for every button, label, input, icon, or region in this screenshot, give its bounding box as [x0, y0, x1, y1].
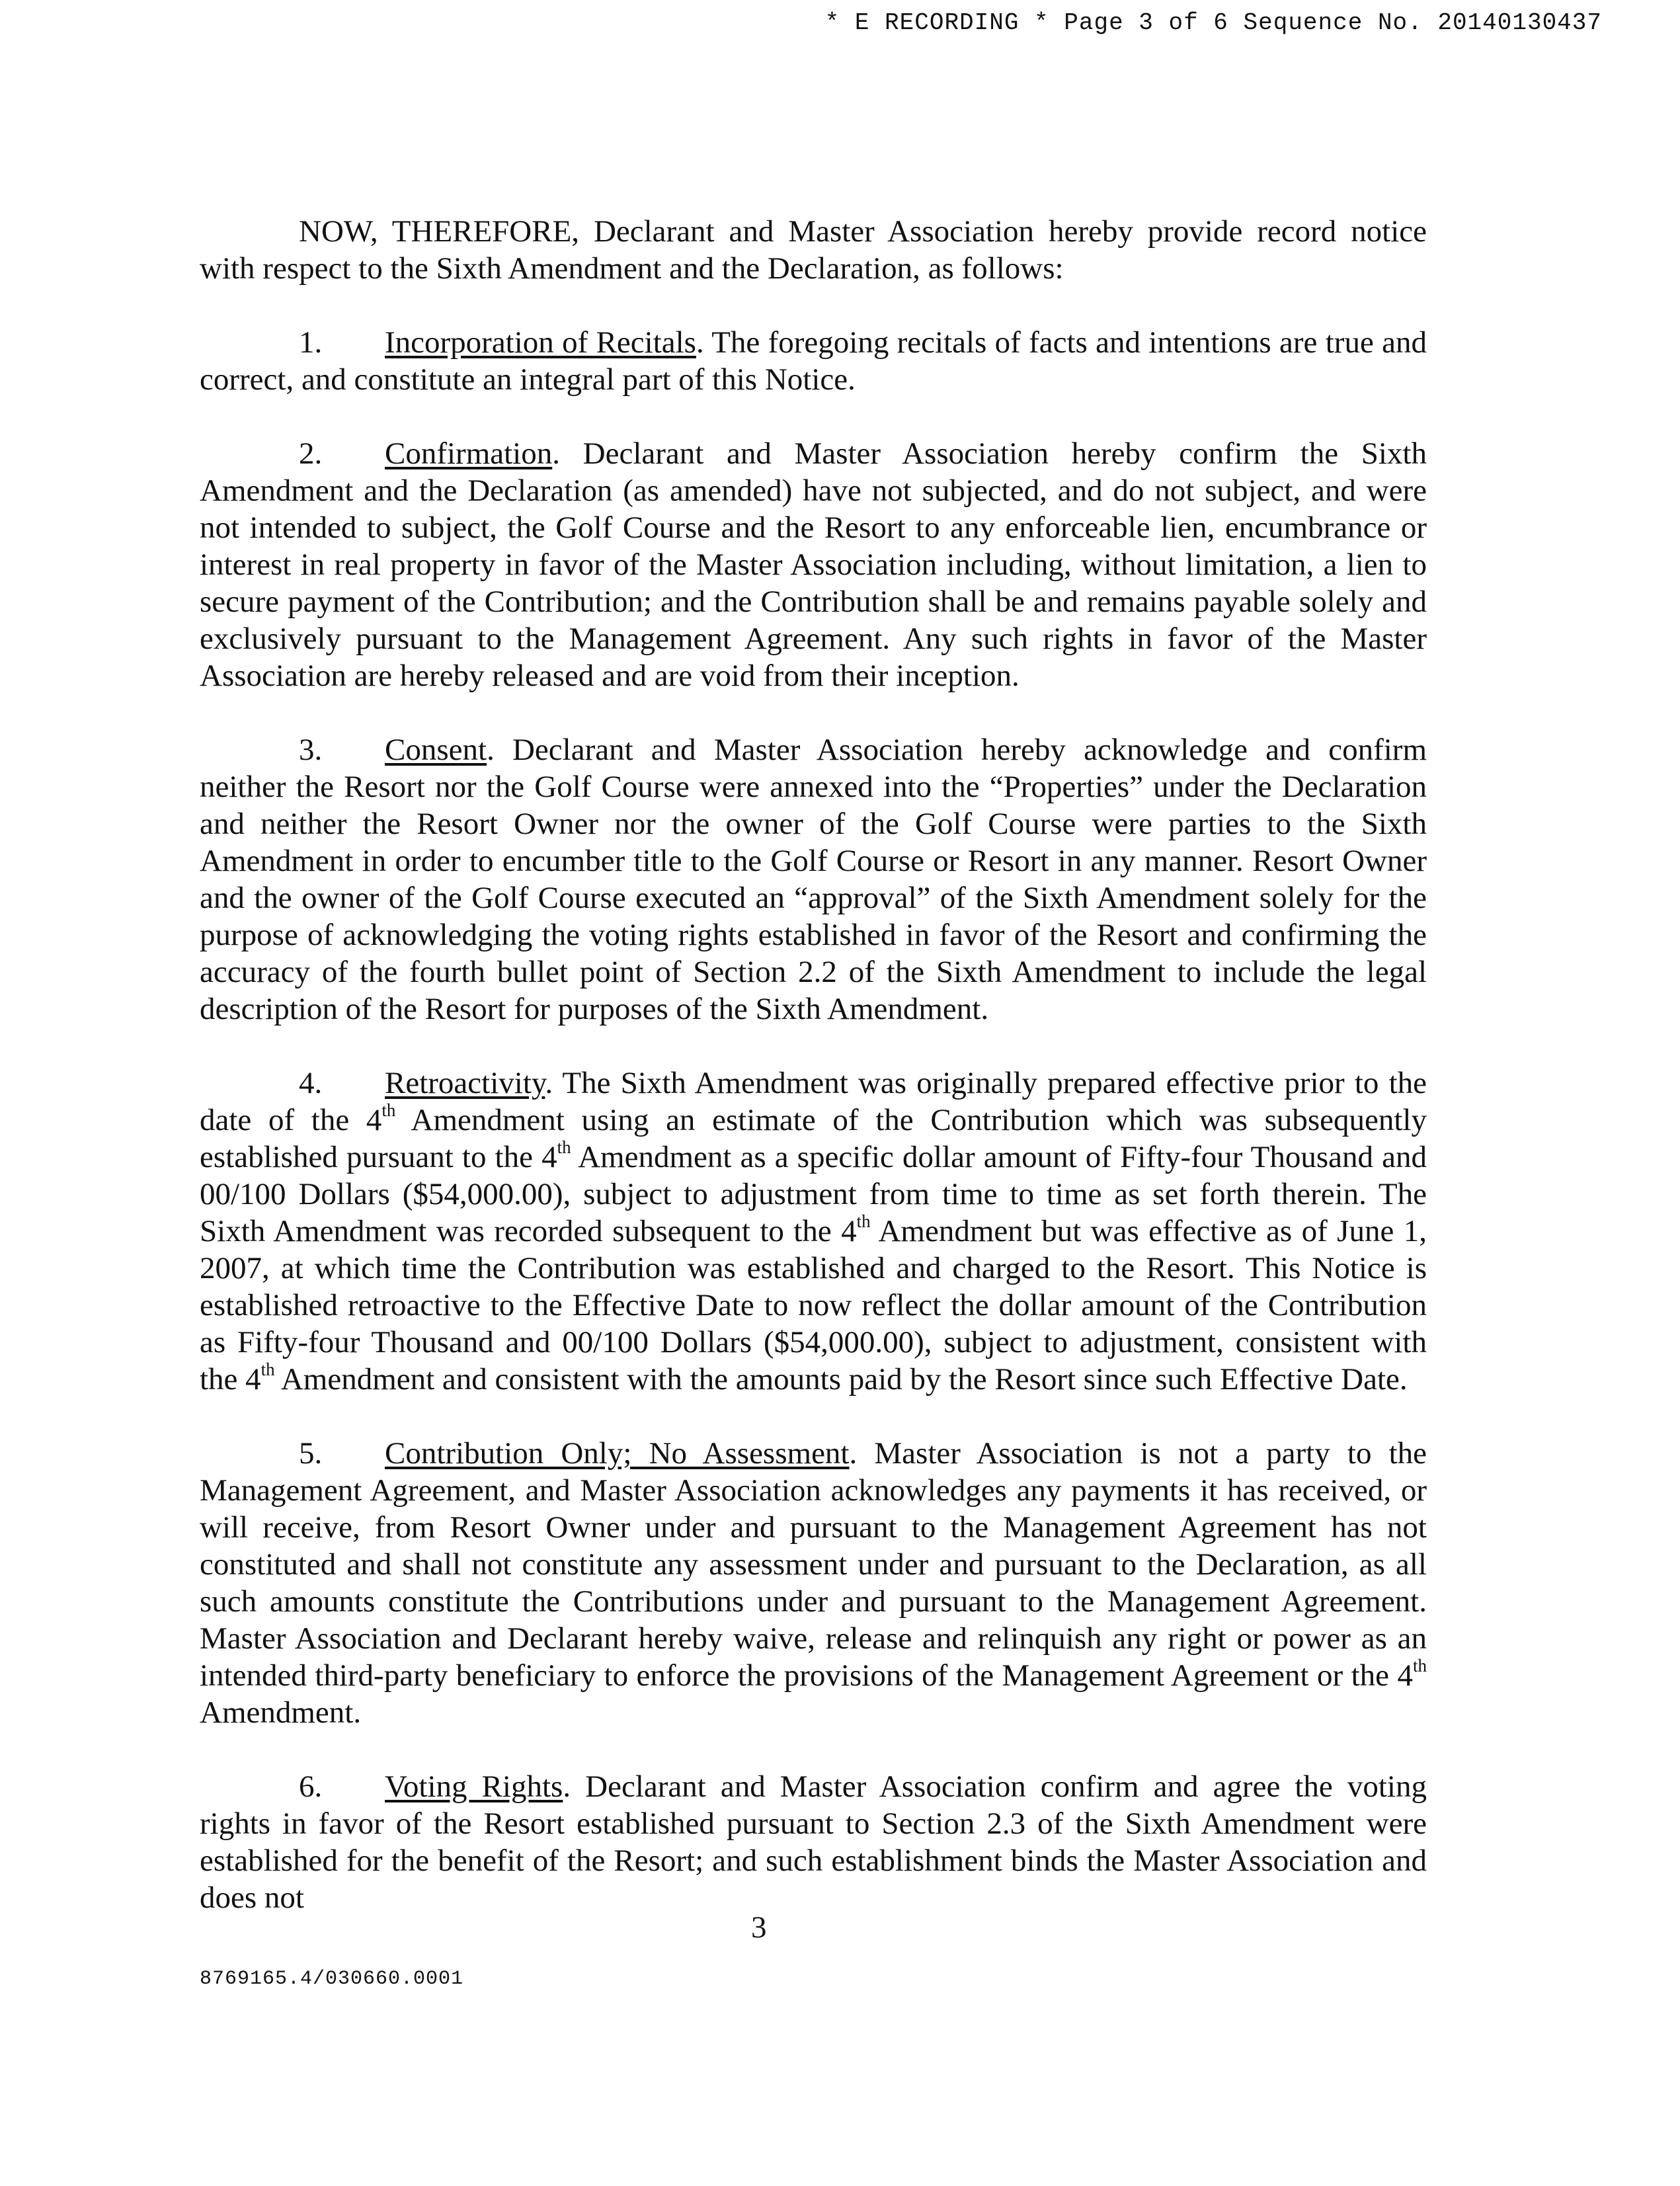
intro-paragraph: NOW, THEREFORE, Declarant and Master Association hereby provide record notice with respect to the Sixth Amendment and the Declaration, as follows: [200, 214, 1427, 286]
paragraph [200, 731, 1427, 1028]
document-body [200, 213, 1427, 1916]
paragraph [200, 1435, 1427, 1731]
section-consent [200, 731, 1427, 1028]
paragraph [200, 435, 1427, 694]
section-heading: Incorporation of Recitals [385, 325, 696, 360]
section-text: . Declarant and Master Association hereby confirm the Sixth Amendment and the Declaration (as amended) have not subjected, and do not subject, and were not intended to subject, the Golf Course and the Resort to any enforceable lien, encumbrance or interest in real property in favor of the Master Association including, without limitation, a lien to secure payment of the Contribution; and the Contribution shall be and remains payable solely and exclusively pursuant to the Management Agreement. Any such rights in favor of the Master Association are hereby released and are void from their inception. [200, 436, 1427, 693]
section-heading: Retroactivity [385, 1066, 545, 1100]
ordinal-superscript: th [381, 1100, 396, 1121]
section-voting-rights [200, 1768, 1427, 1916]
paragraph [200, 324, 1427, 398]
paragraph [200, 1065, 1427, 1398]
section-heading: Consent [385, 733, 487, 767]
section-incorporation [200, 324, 1427, 398]
section-text: Amendment. [200, 1695, 362, 1730]
section-retroactivity [200, 1065, 1427, 1398]
paragraph [200, 1768, 1427, 1916]
document-code: 8769165.4/030660.0001 [200, 1968, 464, 1990]
section-number: 1. [299, 325, 323, 360]
section-text: . Declarant and Master Association confirm and agree the voting rights in favor of the Resort established pursuant to Section 2.3 of the Sixth Amendment were established for the benefit of the Resort; and such establishment binds the Master Association and does not [200, 1769, 1427, 1915]
section-number: 5. [299, 1436, 323, 1471]
ordinal-superscript: th [260, 1359, 275, 1380]
section-text: . Master Association is not a party to the Management Agreement, and Master Association acknowledges any payments it has received, or will receive, from Resort Owner under and pursuant to the Management Agreement has not constituted and shall not constitute any assessment under and pursuant to the Declaration, as all such amounts constitute the Contributions under and pursuant to the Management Agreement. Master Association and Declarant hereby waive, release and relinquish any right or power as an intended third-party beneficiary to enforce the provisions of the Management Agreement or the 4 [200, 1436, 1427, 1693]
section-text: Amendment but was effective as of June 1, 2007, at which time the Contribution was established and charged to the Resort. This Notice is established retroactive to the Effective Date to now reflect the dollar amount of the Contribution as Fifty-four Thousand and 00/100 Dollars ($54,000.00), subject to adjustment, consistent with the 4 [200, 1214, 1427, 1397]
section-text: Amendment as a specific dollar amount of Fifty-four Thousand and 00/100 Dollars ($54,000.00), subject to adjustment from time to time as set forth therein. The Sixth Amendment was recorded subsequent to the 4 [200, 1140, 1427, 1248]
section-text: . The foregoing recitals of facts and intentions are true and correct, and constitute an integral part of this Notice. [200, 325, 1427, 397]
ordinal-superscript: th [557, 1137, 571, 1158]
section-text: . The Sixth Amendment was originally prepared effective prior to the date of the 4 [200, 1066, 1427, 1137]
section-number: 4. [299, 1066, 323, 1100]
section-contribution-only [200, 1435, 1427, 1731]
section-text: Amendment and consistent with the amounts paid by the Resort since such Effective Date. [274, 1362, 1408, 1397]
section-number: 6. [299, 1769, 323, 1804]
section-confirmation [200, 435, 1427, 694]
ordinal-superscript: th [856, 1211, 871, 1232]
section-heading: Confirmation [385, 436, 553, 471]
section-text: Amendment using an estimate of the Contribution which was subsequently established pursuant to the 4 [200, 1103, 1427, 1174]
section-heading: Contribution Only; No Assessment [385, 1436, 850, 1471]
section-number: 2. [299, 436, 323, 471]
page-number: 3 [751, 1910, 767, 1945]
recording-header: * E RECORDING * Page 3 of 6 Sequence No. 20140130437 [824, 9, 1602, 36]
ordinal-superscript: th [1412, 1656, 1427, 1676]
section-heading: Voting Rights [385, 1769, 563, 1804]
section-text: . Declarant and Master Association hereby acknowledge and confirm neither the Resort nor the Golf Course were annexed into the “Properties” under the Declaration and neither the Resort Owner nor the owner of the Golf Course were parties to the Sixth Amendment in order to encumber title to the Golf Course or Resort in any manner. Resort Owner and the owner of the Golf Course executed an “approval” of the Sixth Amendment solely for the purpose of acknowledging the voting rights established in favor of the Resort and confirming the accuracy of the fourth bullet point of Section 2.2 of the Sixth Amendment to include the legal description of the Resort for purposes of the Sixth Amendment. [200, 733, 1427, 1026]
section-number: 3. [299, 733, 323, 767]
